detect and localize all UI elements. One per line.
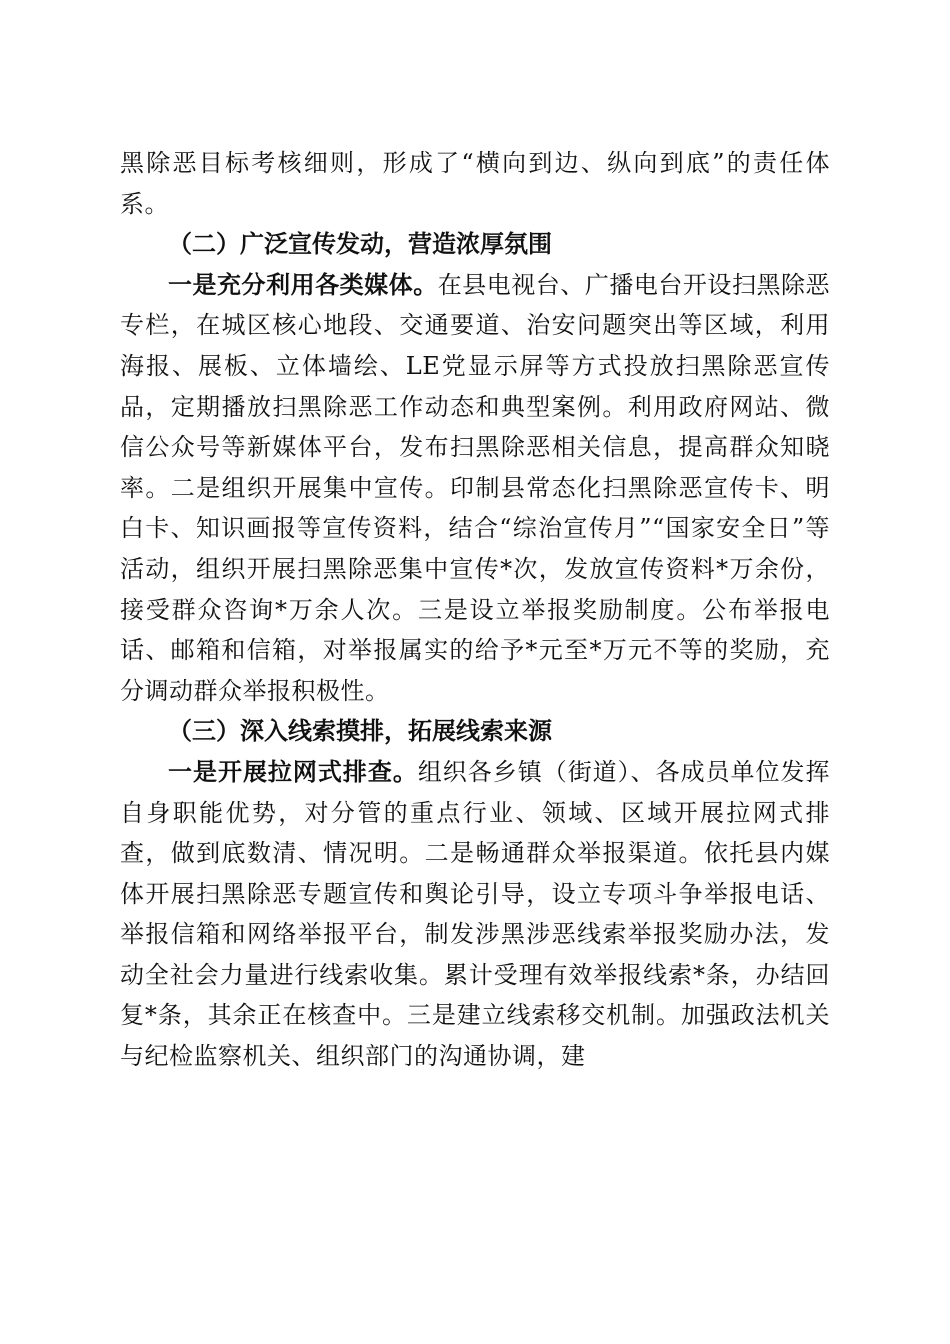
- document-page: [120, 143, 830, 1077]
- section-heading-publicity: （二）广泛宣传发动，营造浓厚氛围: [168, 229, 552, 259]
- paragraph-lead-media: 一是充分利用各类媒体。: [168, 269, 438, 299]
- paragraph-responsibility-system: 黑除恶目标考核细则，形成了“横向到边、纵向到底”的责任体系。: [120, 149, 830, 218]
- paragraph-publicity: [120, 265, 830, 712]
- paragraph-lead-screening: 一是开展拉网式排查。: [168, 756, 418, 786]
- paragraph-clues: [120, 752, 830, 1077]
- paragraph-body-publicity: 在县电视台、广播电台开设扫黑除恶专栏，在城区核心地段、交通要道、治安问题突出等区域，利用海报、展板、立体墙绘、LE党显示屏等方式投放扫黑除恶宣传品，定期播放扫黑除恶工作动态和典型案例。利用政府网站、微信公众号等新媒体平台，发布扫黑除恶相关信息，提高群众知晓率。二是组织开展集中宣传。印制县常态化扫黑除恶宣传卡、明白卡、知识画报等宣传资料，结合“综治宣传月”“国家安全日”等活动，组织开展扫黑除恶集中宣传*次，发放宣传资料*万余份，接受群众咨询*万余人次。三是设立举报奖励制度。公布举报电话、邮箱和信箱，对举报属实的给予*元至*万元不等的奖励，充分调动群众举报积极性。: [120, 270, 831, 705]
- paragraph-body-clues: 组织各乡镇（街道）、各成员单位发挥自身职能优势，对分管的重点行业、领域、区域开展拉网式排查，做到底数清、情况明。二是畅通群众举报渠道。依托县内媒体开展扫黑除恶专题宣传和舆论引导，设立专项斗争举报电话、举报信箱和网络举报平台，制发涉黑涉恶线索举报奖励办法，发动全社会力量进行线索收集。累计受理有效举报线索*条，办结回复*条，其余正在核查中。三是建立线索移交机制。加强政法机关与纪检监察机关、组织部门的沟通协调，建: [120, 757, 831, 1071]
- section-heading-clues: （三）深入线索摸排，拓展线索来源: [168, 716, 552, 746]
